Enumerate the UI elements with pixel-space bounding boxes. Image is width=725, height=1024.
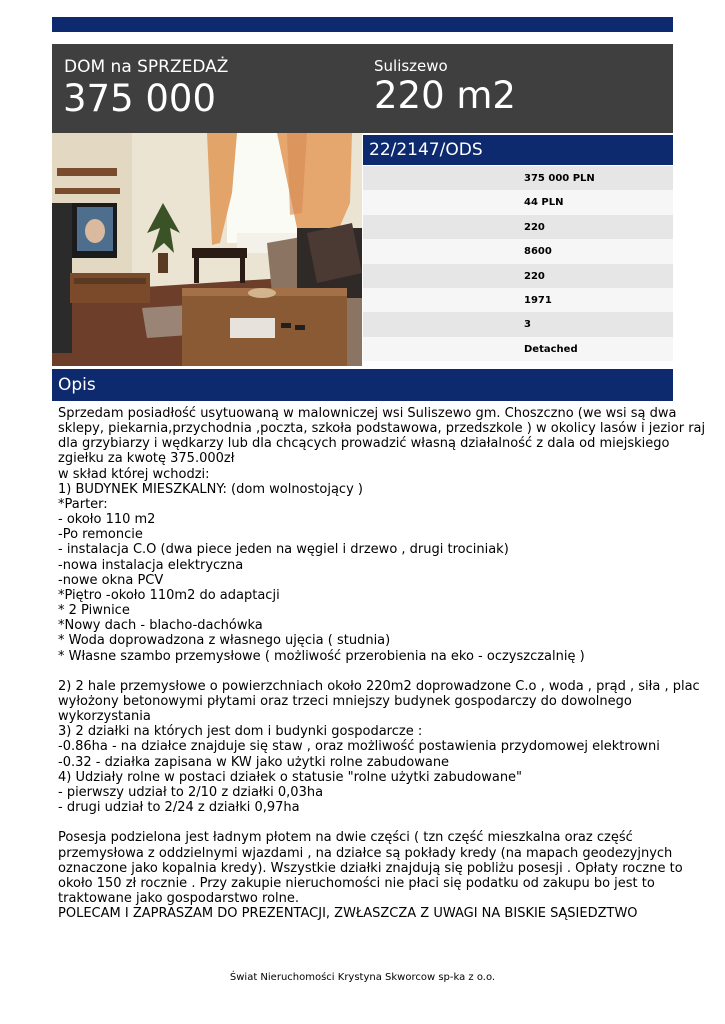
description-line: 2) 2 hale przemysłowe o powierzchniach około 220m2 doprowadzone C.o , woda , prąd , siła , plac xyxy=(58,678,700,694)
description-line: *Parter: xyxy=(58,496,108,512)
offer-reference-bar xyxy=(363,135,673,165)
description-line: * Woda doprowadzona z własnego ujęcia ( studnia) xyxy=(58,633,391,649)
parameter-row xyxy=(363,288,673,312)
listing-price: 375 000 xyxy=(63,77,217,120)
description-line: - około 110 m2 xyxy=(58,512,156,528)
description-line: -0.86ha - na działce znajduje się staw , oraz możliwość postawienia przydomowej elektrowni xyxy=(58,739,660,755)
parameter-value: Detached xyxy=(524,343,578,355)
description-line: *Piętro -około 110m2 do adaptacji xyxy=(58,587,280,603)
description-heading-bar xyxy=(52,369,673,401)
listing-location: Suliszewo xyxy=(374,57,448,75)
parameter-row xyxy=(363,239,673,263)
description-line: wykorzystania xyxy=(58,709,151,725)
top-accent-bar xyxy=(52,17,673,32)
description-line: zgiełku za kwotę 375.000zł xyxy=(58,451,235,467)
parameter-row xyxy=(363,264,673,288)
description-line: -0.32 - działka zapisana w KW jako użytki rolne zabudowane xyxy=(58,754,450,770)
parameters-table xyxy=(363,166,673,361)
parameter-value: 3 xyxy=(524,319,531,331)
parameter-value: 8600 xyxy=(524,246,552,258)
parameter-row xyxy=(363,166,673,190)
description-line: POLECAM I ZAPRASZAM DO PREZENTACJI, ZWŁASZCZA Z UWAGI NA BISKIE SĄSIEDZTWO xyxy=(58,906,638,922)
parameter-value: 220 xyxy=(524,221,545,233)
description-line xyxy=(58,664,670,679)
description-line: *Nowy dach - blacho-dachówka xyxy=(58,618,263,634)
description-line xyxy=(58,815,670,830)
parameter-value: 1971 xyxy=(524,294,552,306)
listing-type-label: DOM na SPRZEDAŻ xyxy=(64,57,229,77)
description-line: w skład której wchodzi: xyxy=(58,466,210,482)
property-photo xyxy=(52,133,362,366)
description-line: 4) Udziały rolne w postaci działek o statusie "rolne użytki zabudowane" xyxy=(58,769,523,785)
footer-agency: Świat Nieruchomości Krystyna Skworcow sp-ka z o.o. xyxy=(229,972,496,983)
description-line: dla grzybiarzy i wędkarzy lub dla chcących prowadzić własną działalność z dala od miejskiego xyxy=(58,436,670,452)
parameter-value: 375 000 PLN xyxy=(524,173,595,184)
description-line: - instalacja C.O (dwa piece jeden na węgiel i drzewo , drugi trociniak) xyxy=(58,542,509,558)
description-line: -nowa instalacja elektryczna xyxy=(58,557,244,573)
description-line: Posesja podzielona jest ładnym płotem na dwie części ( tzn część mieszkalna oraz część xyxy=(58,830,633,846)
parameter-row xyxy=(363,190,673,214)
parameter-value: 220 xyxy=(524,270,545,282)
offer-reference-number: 22/2147/ODS xyxy=(369,140,483,160)
description-line: -Po remoncie xyxy=(58,527,143,543)
description-line: sklepy, piekarnia,przychodnia ,poczta, szkoła podstawowa, przedszkole ) w okolicy lasów i jezior raj xyxy=(58,421,706,437)
description-text xyxy=(58,406,706,922)
parameter-row xyxy=(363,337,673,361)
parameter-value: 44 PLN xyxy=(524,197,564,209)
parameter-row xyxy=(363,312,673,336)
description-heading: Opis xyxy=(58,375,96,395)
listing-area: 220 m2 xyxy=(374,74,516,117)
description-line: * 2 Piwnice xyxy=(58,603,130,619)
description-line: -nowe okna PCV xyxy=(58,572,164,588)
description-line: traktowane jako gospodarstwo rolne. xyxy=(58,890,300,906)
description-line: 3) 2 działki na których jest dom i budynki gospodarcze : xyxy=(58,724,423,740)
description-line: - pierwszy udział to 2/10 z działki 0,03ha xyxy=(58,784,324,800)
description-line: * Własne szambo przemysłowe ( możliwość przerobienia na eko - oczyszczalnię ) xyxy=(58,648,585,664)
description-line: wyłożony betonowymi płytami oraz trzeci mniejszy budynek gospodarczy do dowolnego xyxy=(58,693,632,709)
description-line: oznaczone jako kopalnia kredy). Wszystkie działki znajdują się pobliżu posesji . Opłaty roczne to xyxy=(58,860,683,876)
description-line: 1) BUDYNEK MIESZKALNY: (dom wolnostojący ) xyxy=(58,481,363,497)
description-line: około 150 zł rocznie . Przy zakupie nieruchomości nie płaci się podatku od zakupu bo jest to xyxy=(58,875,655,891)
parameter-row xyxy=(363,215,673,239)
description-line: - drugi udział to 2/24 z działki 0,97ha xyxy=(58,800,300,816)
listing-header xyxy=(52,44,673,133)
description-line: przemysłowa z oddzielnymi wjazdami , na działce są pokłady kredy (na mapach geodezyjnych xyxy=(58,845,673,861)
description-line: Sprzedam posiadłość usytuowaną w malowniczej wsi Suliszewo gm. Choszczno (we wsi są dwa xyxy=(58,406,677,421)
